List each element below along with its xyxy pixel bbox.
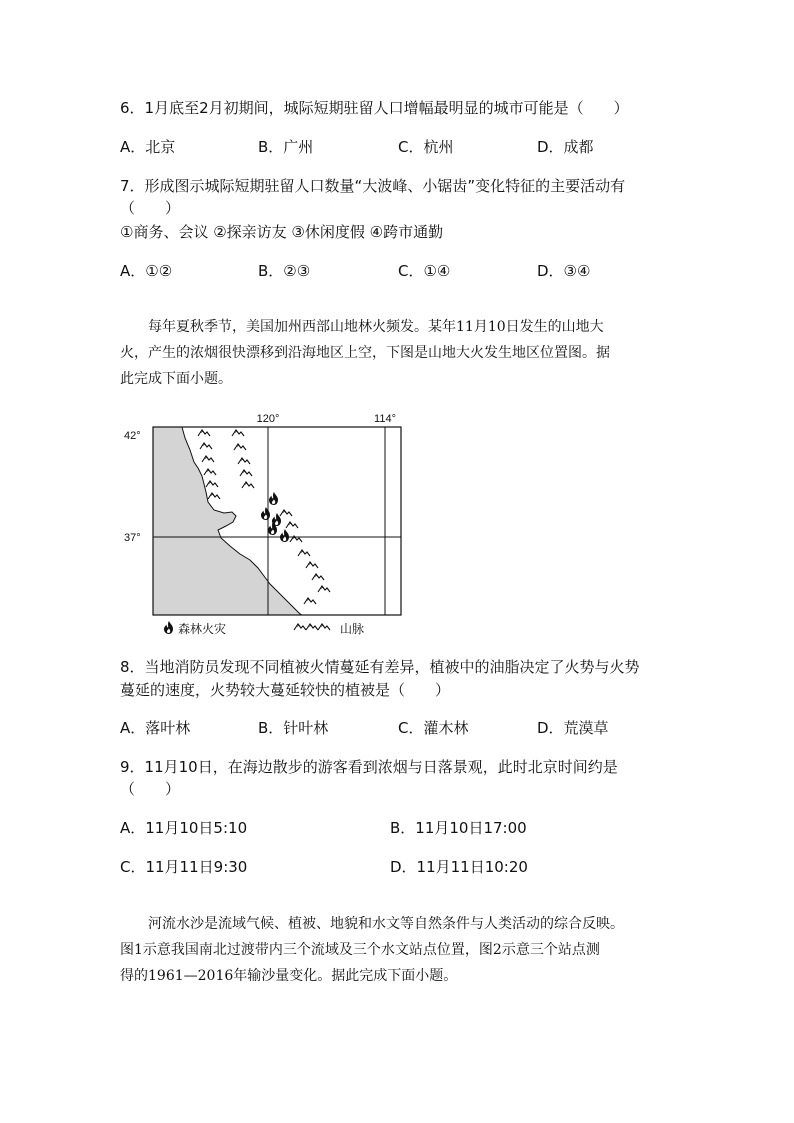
- question-8-option-a: A．落叶林: [120, 719, 191, 737]
- question-6-option-c: C．杭州: [398, 138, 454, 156]
- forest-fire-markers: [261, 492, 289, 542]
- question-7-stem-cont: （ ）: [120, 199, 181, 217]
- question-7-option-b: B．②③: [258, 262, 311, 280]
- question-7-option-c: C．①④: [398, 262, 451, 280]
- mountain-range-coastal: [198, 430, 254, 499]
- longitude-label-120: 120°: [256, 413, 280, 425]
- latitude-label-42: 42°: [124, 430, 141, 442]
- question-7-option-a: A．①②: [120, 262, 173, 280]
- question-9-option-c: C．11月11日9:30: [120, 858, 248, 876]
- passage-1-line-2: 火，产生的浓烟很快漂移到沿海地区上空，下图是山地大火发生地区位置图。据: [120, 345, 610, 361]
- mountain-range-sierra: [280, 510, 330, 604]
- question-9-option-d: D．11月11日10:20: [390, 858, 528, 876]
- question-6-option-b: B．广州: [258, 138, 314, 156]
- legend-mountain-label: 山脉: [340, 622, 365, 636]
- passage-1-line-1: 每年夏秋季节，美国加州西部山地林火频发。某年11月10日发生的山地大: [148, 319, 604, 335]
- latitude-label-37: 37°: [124, 532, 141, 544]
- question-8-stem: 8．当地消防员发现不同植被火情蔓延有差异，植被中的油脂决定了火势与火势: [120, 658, 640, 676]
- passage-2-line-1: 河流水沙是流域气候、植被、地貌和水文等自然条件与人类活动的综合反映。: [148, 916, 624, 932]
- passage-2-line-2: 图1示意我国南北过渡带内三个流域及三个水文站点位置，图2示意三个站点测: [120, 942, 600, 958]
- question-9-stem-cont: （ ）: [120, 780, 181, 798]
- mountain-icon: [294, 624, 330, 630]
- question-6-option-a: A．北京: [120, 138, 176, 156]
- question-7-stem: 7．形成图示城际短期驻留人口数量“大波峰、小锯齿”变化特征的主要活动有: [120, 177, 626, 195]
- fire-icon: [164, 621, 173, 634]
- question-8-option-c: C．灌木林: [398, 719, 469, 737]
- question-7-option-d: D．③④: [537, 262, 591, 280]
- question-8-option-b: B．针叶林: [258, 719, 329, 737]
- question-9-option-b: B．11月10日17:00: [390, 819, 527, 837]
- map-legend: [164, 621, 364, 636]
- passage-1-line-3: 此完成下面小题。: [120, 371, 232, 387]
- question-8-stem-cont: 蔓延的速度，火势较大蔓延较快的植被是（ ）: [120, 681, 451, 699]
- wildfire-location-map: [120, 410, 420, 642]
- question-6-stem: 6．1月底至2月初期间，城际短期驻留人口增幅最明显的城市可能是（ ）: [120, 99, 629, 117]
- question-7-items: ①商务、会议 ②探亲访友 ③休闲度假 ④跨市通勤: [120, 223, 444, 241]
- question-9-stem: 9．11月10日，在海边散步的游客看到浓烟与日落景观，此时北京时间约是: [120, 758, 618, 776]
- legend-fire-label: 森林火灾: [178, 622, 227, 636]
- passage-2-line-3: 得的1961—2016年输沙量变化。据此完成下面小题。: [120, 968, 458, 984]
- longitude-label-114: 114°: [374, 413, 396, 425]
- question-9-option-a: A．11月10日5:10: [120, 819, 248, 837]
- question-8-option-d: D．荒漠草: [537, 719, 609, 737]
- question-6-option-d: D．成都: [537, 138, 594, 156]
